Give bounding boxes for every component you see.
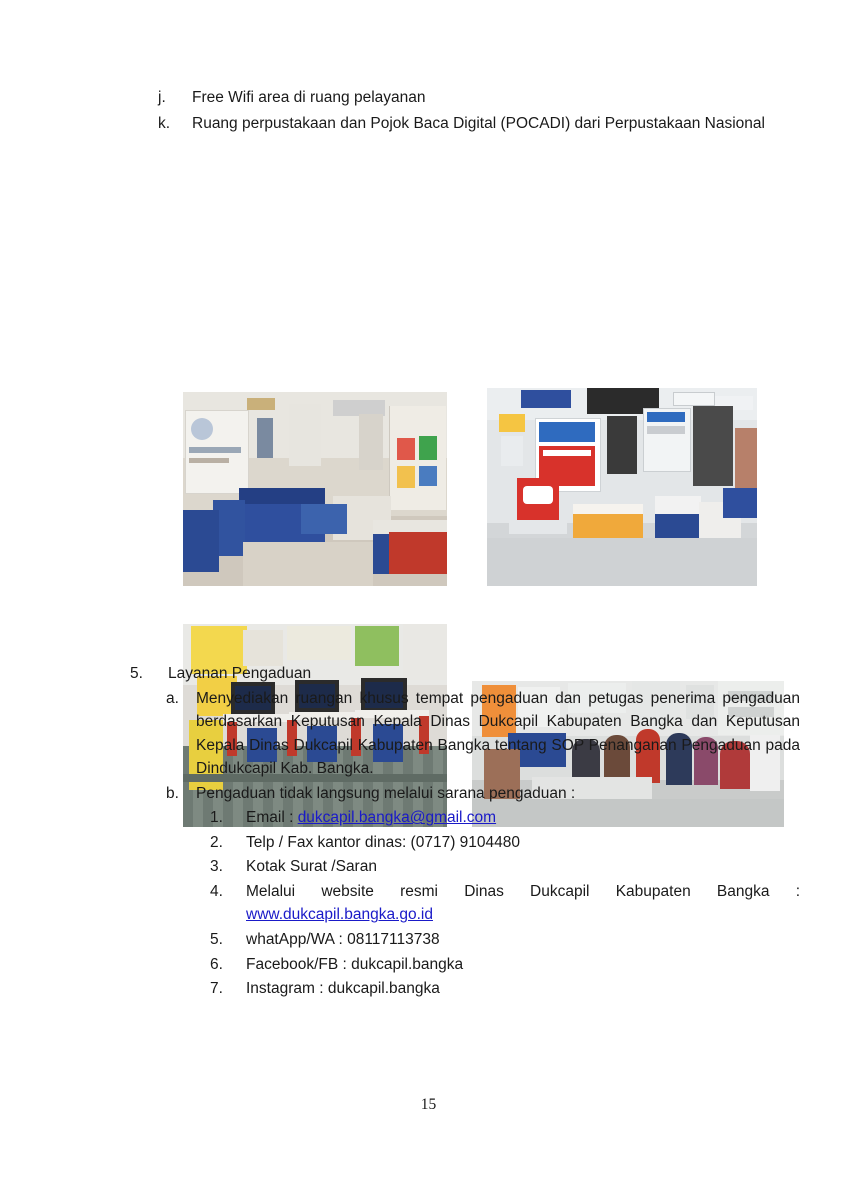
- top-list: [158, 86, 800, 137]
- list-item: [210, 831, 800, 855]
- list-text: Pengaduan tidak langsung melalui sarana pengaduan :: [196, 784, 576, 802]
- list-text: Free Wifi area di ruang pelayanan: [192, 89, 426, 106]
- section-title: Layanan Pengaduan: [168, 665, 312, 682]
- page-number: 15: [420, 1096, 437, 1113]
- list-marker: 6.: [210, 955, 223, 973]
- list-item: [158, 86, 800, 110]
- list-text: Kotak Surat /Saran: [246, 858, 377, 876]
- list-item-b: [166, 782, 800, 806]
- list-marker: 4.: [210, 882, 223, 900]
- photo-pocadi-digital-reading-corner: [487, 388, 757, 586]
- list-marker: 5.: [210, 931, 223, 949]
- list-text-prefix: Email :: [246, 809, 298, 827]
- list-text: Facebook/FB : dukcapil.bangka: [246, 955, 464, 973]
- list-item: [210, 880, 800, 927]
- photo-gallery: [0, 194, 857, 639]
- list-marker: a.: [166, 689, 179, 707]
- list-item: [158, 112, 800, 136]
- pengaduan-channel-list: [210, 806, 800, 1000]
- list-item: [210, 977, 800, 1001]
- list-item: [210, 928, 800, 952]
- list-text-prefix: Melalui website resmi Dinas Dukcapil Kabupaten Bangka :: [246, 882, 800, 900]
- section-marker: 5.: [130, 665, 143, 682]
- list-text: Ruang perpustakaan dan Pojok Baca Digital (POCADI) dari Perpustakaan Nasional: [192, 114, 765, 132]
- list-text: Telp / Fax kantor dinas: (0717) 9104480: [246, 833, 521, 851]
- list-text: Instagram : dukcapil.bangka: [246, 980, 440, 998]
- list-marker: 1.: [210, 809, 223, 827]
- list-item: [210, 855, 800, 879]
- list-item: [210, 806, 800, 830]
- website-link[interactable]: www.dukcapil.bangka.go.id: [246, 906, 433, 924]
- section-layanan-pengaduan: [130, 662, 800, 1002]
- list-marker: 2.: [210, 833, 223, 851]
- list-marker: k.: [158, 114, 171, 132]
- list-text: [246, 880, 800, 927]
- list-marker: 7.: [210, 980, 223, 998]
- section-heading: [130, 662, 800, 686]
- list-item: [210, 953, 800, 977]
- list-item-a: [166, 687, 800, 781]
- list-marker: b.: [166, 784, 179, 802]
- photo-waiting-room-blue-chairs: [183, 392, 447, 586]
- list-text: whatApp/WA : 08117113738: [246, 931, 440, 949]
- list-marker: 3.: [210, 858, 223, 876]
- list-text: [246, 806, 800, 830]
- list-marker: j.: [158, 89, 166, 106]
- email-link[interactable]: dukcapil.bangka@gmail.com: [297, 809, 497, 827]
- list-text: Menyediakan ruangan khusus tempat pengaduan dan petugas penerima pengaduan berdasarkan Keputusan Kepala Dinas Dukcapil Kabupaten Bangka dan Keputusan Kepala Dinas Dukcapil Kabupaten Bangka tentang SOP Penanganan Pengaduan pada Dindukcapil Kab. Bangka.: [196, 689, 800, 778]
